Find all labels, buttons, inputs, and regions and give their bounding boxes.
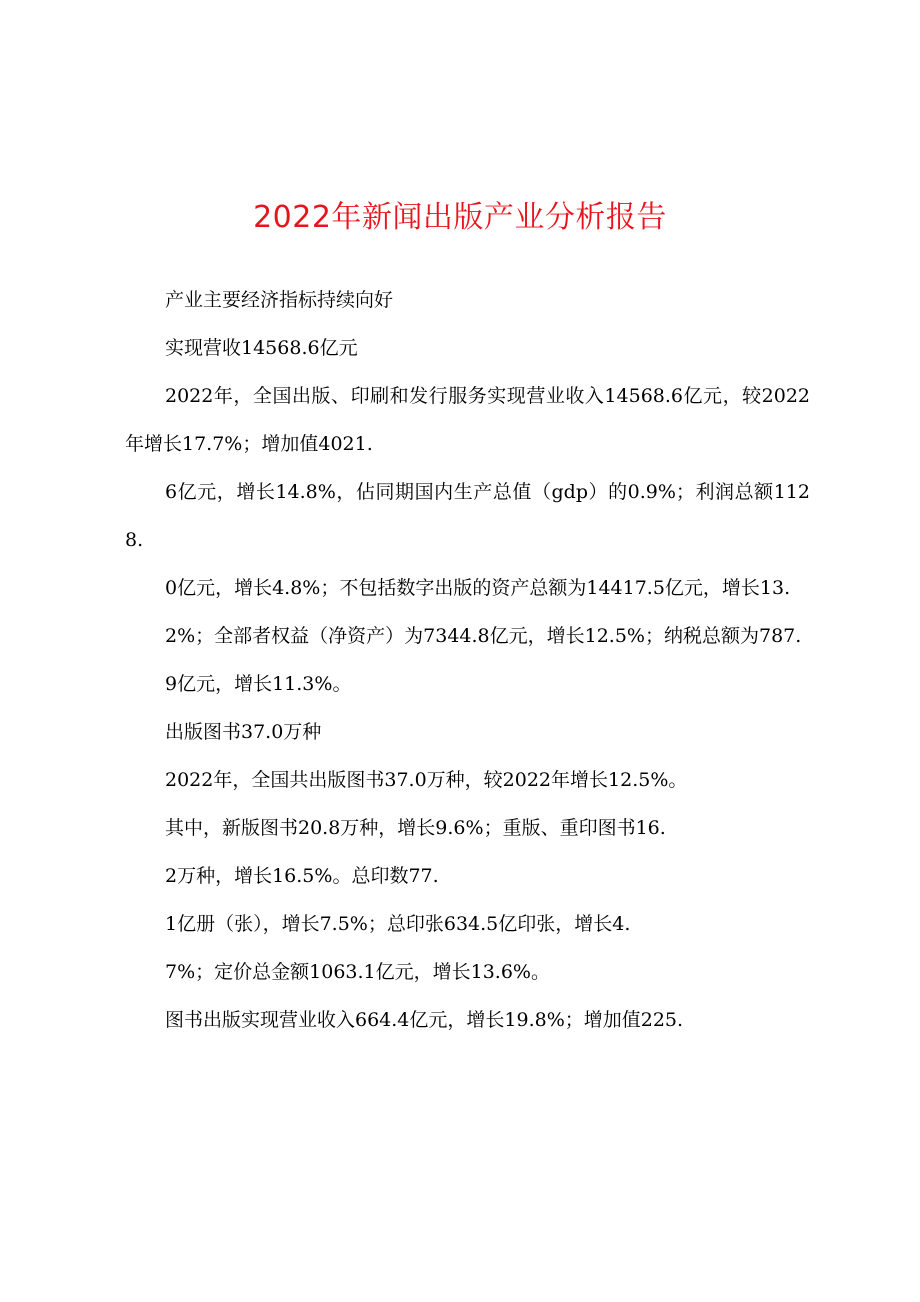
paragraph: 2022年，全国出版、印刷和发行服务实现营业收入14568.6亿元，较2022年增长17.7%；增加值4021. bbox=[125, 385, 810, 455]
paragraph: 6亿元，增长14.8%，佔同期国内生产总值（gdp）的0.9%；利润总额1128. bbox=[125, 481, 810, 551]
paragraph: 2%；全部者权益（净资产）为7344.8亿元，增长12.5%；纳税总额为787. bbox=[165, 625, 802, 647]
paragraph: 产业主要经济指标持续向好 bbox=[165, 289, 394, 311]
paragraph: 实现营收14568.6亿元 bbox=[165, 337, 358, 359]
paragraph: 0亿元，增长4.8%；不包括数字出版的资产总额为14417.5亿元，增长13. bbox=[165, 577, 791, 599]
paragraph: 出版图书37.0万种 bbox=[165, 721, 322, 743]
document-title: 2022年新闻出版产业分析报告 bbox=[253, 200, 667, 235]
paragraph: 2万种，增长16.5%。总印数77. bbox=[165, 865, 439, 887]
paragraph: 1亿册（张），增长7.5%；总印张634.5亿印张，增长4. bbox=[165, 913, 631, 935]
paragraph: 其中，新版图书20.8万种，增长9.6%；重版、重印图书16. bbox=[165, 817, 666, 839]
paragraph: 图书出版实现营业收入664.4亿元，增长19.8%；增加值225. bbox=[165, 1009, 684, 1031]
document-body bbox=[125, 276, 810, 1044]
paragraph: 7%；定价总金额1063.1亿元，增长13.6%。 bbox=[165, 961, 550, 983]
paragraph: 2022年，全国共出版图书37.0万种，较2022年增长12.5%。 bbox=[165, 769, 688, 791]
paragraph: 9亿元，增长11.3%。 bbox=[165, 673, 352, 695]
